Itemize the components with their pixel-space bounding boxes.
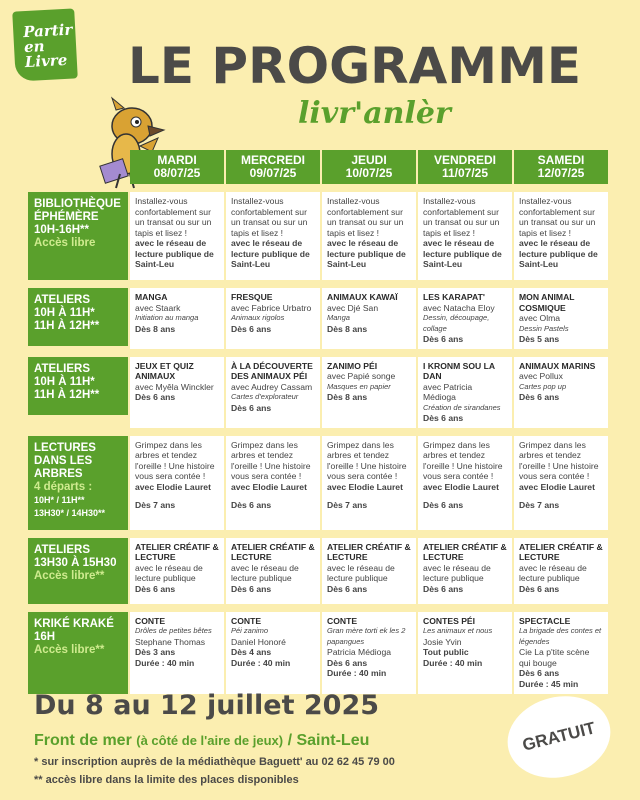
program-cell xyxy=(322,192,416,280)
row-header-line: DANS LES xyxy=(34,454,93,467)
activity-host: avec Audrey Cassam xyxy=(231,381,313,392)
program-cell xyxy=(322,436,416,530)
activity-age: Dès 6 ans xyxy=(135,583,176,594)
program-cell xyxy=(322,538,416,604)
row-header-line: ARBRES xyxy=(34,467,83,480)
program-cell xyxy=(418,538,512,604)
activity-name: ATELIER CRÉATIF & LECTURE xyxy=(423,541,507,562)
day-name: JEUDI xyxy=(351,153,387,167)
row-header-line: BIBLIOTHÈQUE xyxy=(34,198,121,210)
program-cell xyxy=(130,612,224,694)
row-header-line: LECTURES xyxy=(34,441,96,454)
program-cell xyxy=(130,288,224,349)
program-cell xyxy=(226,612,320,694)
program-cell xyxy=(226,288,320,349)
program-cell xyxy=(322,357,416,428)
activity-host: avec Olma xyxy=(519,313,561,323)
activity-name: À LA DÉCOUVERTE DES ANIMAUX PÉI xyxy=(231,360,313,381)
activity-age: Dès 6 ans xyxy=(231,323,272,334)
activity-title: Les animaux et nous xyxy=(423,626,493,635)
row-header-line: 11H À 12H** xyxy=(34,388,100,401)
activity-duration: Durée : 40 min xyxy=(231,657,291,668)
logo-line-3: Livre xyxy=(24,50,68,72)
activity-age: Dès 6 ans xyxy=(231,500,272,510)
row-header xyxy=(28,436,128,530)
program-cell xyxy=(418,357,512,428)
activity-host: avec Patricia Médioga xyxy=(423,381,473,402)
activity-age: Dès 6 ans xyxy=(519,583,560,594)
activity-duration: Durée : 45 min xyxy=(519,678,579,689)
day-date: 12/07/25 xyxy=(537,166,585,180)
day-header xyxy=(514,150,608,184)
activity-age: Dès 7 ans xyxy=(519,500,560,510)
activity-name: JEUX ET QUIZ ANIMAUX xyxy=(135,360,194,381)
table-corner xyxy=(28,150,128,184)
activity-name: SPECTACLE xyxy=(519,615,571,626)
activity-description: Installez-vous confortablement sur un transat ou sur un tapis et lisez ! xyxy=(231,196,308,238)
activity-title: La brigade des contes et légendes xyxy=(519,626,602,646)
row-header-line: 11H À 12H** xyxy=(34,320,100,332)
program-cell xyxy=(226,538,320,604)
program-cell xyxy=(418,192,512,280)
program-cell xyxy=(322,612,416,694)
program-cell xyxy=(226,192,320,280)
activity-host: avec le réseau de lecture publique xyxy=(327,562,395,583)
activity-organizer: avec Elodie Lauret xyxy=(423,481,499,492)
program-cell xyxy=(418,612,512,694)
program-cell xyxy=(130,538,224,604)
activity-title: Péi zanimo xyxy=(231,626,269,635)
activity-host: avec Fabrice Urbatro xyxy=(231,302,312,313)
program-cell xyxy=(418,436,512,530)
program-cell xyxy=(514,357,608,428)
program-cell xyxy=(322,288,416,349)
day-header xyxy=(418,150,512,184)
activity-subtitle: Initiation au manga xyxy=(135,313,199,322)
activity-name: ATELIER CRÉATIF & LECTURE xyxy=(135,541,219,562)
activity-subtitle: Dessin, découpage, collage xyxy=(423,313,490,333)
program-cell xyxy=(130,436,224,530)
row-header-access: Accès libre xyxy=(34,237,96,249)
activity-age: Dès 6 ans xyxy=(423,500,464,510)
activity-host: avec Djé San xyxy=(327,302,379,313)
row-header-line: 10H-16H** xyxy=(34,224,89,236)
activity-title: Gran mère torti ek les 2 papangues xyxy=(327,626,406,646)
program-cell xyxy=(226,436,320,530)
row-header xyxy=(28,612,128,694)
activity-subtitle: Cartes pop up xyxy=(519,381,567,391)
program-cell xyxy=(514,288,608,349)
activity-duration: Durée : 40 min xyxy=(327,668,387,678)
activity-description: Installez-vous confortablement sur un transat ou sur un tapis et lisez ! xyxy=(327,196,404,238)
footnote-registration: * sur inscription auprès de la médiathèque Baguett' au 02 62 45 79 00 xyxy=(34,756,395,768)
activity-host: avec le réseau de lecture publique xyxy=(231,562,299,583)
activity-host: Josie Yvin xyxy=(423,636,462,647)
activity-name: ATELIER CRÉATIF & LECTURE xyxy=(231,541,315,562)
day-header xyxy=(226,150,320,184)
activity-name: I KRONM SOU LA DAN xyxy=(423,360,495,381)
activity-age: Dès 5 ans xyxy=(519,334,560,344)
page-title: LE PROGRAMME xyxy=(128,37,581,95)
activity-organizer: avec le réseau de lecture publique de Saint-Leu xyxy=(519,238,598,269)
row-header-times: 13H30* / 14H30** xyxy=(34,507,106,518)
activity-host: avec Natacha Eloy xyxy=(423,302,495,313)
program-cell xyxy=(514,538,608,604)
activity-name: CONTES PÉI xyxy=(423,615,476,626)
activity-description: Grimpez dans les arbres et tendez l'oreille ! Une histoire vous sera contée ! xyxy=(519,439,599,481)
activity-duration: Durée : 40 min xyxy=(423,657,483,668)
activity-age: Dès 6 ans xyxy=(423,334,464,344)
logo-line-2: en xyxy=(23,37,45,57)
row-header-access: Accès libre** xyxy=(34,643,105,656)
day-date: 08/07/25 xyxy=(153,166,201,180)
program-cell xyxy=(514,192,608,280)
activity-description: Installez-vous confortablement sur un transat ou sur un tapis et lisez ! xyxy=(135,196,212,238)
row-header-line: 10H À 11H* xyxy=(34,307,95,319)
activity-host: avec Papié songe xyxy=(327,371,396,381)
activity-age: Dès 8 ans xyxy=(327,323,368,334)
activity-age: Dès 4 ans xyxy=(231,647,272,657)
activity-organizer: avec Elodie Lauret xyxy=(327,481,403,492)
activity-name: ANIMAUX MARINS xyxy=(519,360,596,371)
activity-subtitle: Masques en papier xyxy=(327,381,391,391)
activity-description: Grimpez dans les arbres et tendez l'oreille ! Une histoire vous sera contée ! xyxy=(231,439,311,481)
activity-host: avec le réseau de lecture publique xyxy=(423,562,491,583)
day-name: MARDI xyxy=(157,153,197,167)
activity-host: Patricia Médioga xyxy=(327,647,392,657)
activity-description: Installez-vous confortablement sur un transat ou sur un tapis et lisez ! xyxy=(423,196,500,238)
day-date: 09/07/25 xyxy=(249,166,297,180)
row-header-line: 13H30 À 15H30 xyxy=(34,556,117,569)
row-header xyxy=(28,538,128,604)
event-dates: Du 8 au 12 juillet 2025 xyxy=(34,690,380,721)
activity-name: ATELIER CRÉATIF & LECTURE xyxy=(519,541,603,562)
activity-description: Grimpez dans les arbres et tendez l'oreille ! Une histoire vous sera contée ! xyxy=(327,439,407,481)
activity-age: Dès 6 ans xyxy=(423,413,464,423)
footnote-free-access: ** accès libre dans la limite des places disponibles xyxy=(34,774,299,786)
row-header-line: ATELIERS xyxy=(34,294,91,306)
row-header-access: 4 départs : xyxy=(34,480,93,493)
activity-host: Cie La p'tite scène qui bouge xyxy=(519,647,590,668)
activity-age: Dès 8 ans xyxy=(327,392,368,402)
activity-host: Daniel Honoré xyxy=(231,636,286,647)
activity-host: avec Myêla Winckler xyxy=(135,381,214,392)
location-detail: (à côté de l'aire de jeux) xyxy=(136,733,284,748)
activity-title: Drôles de petites bêtes xyxy=(135,626,212,635)
activity-organizer: avec Elodie Lauret xyxy=(135,481,211,492)
partir-en-livre-logo xyxy=(12,8,78,81)
day-name: VENDREDI xyxy=(433,153,496,167)
row-header-access: Accès libre** xyxy=(34,569,105,582)
activity-subtitle: Création de sirandanes xyxy=(423,402,501,412)
activity-duration: Durée : 40 min xyxy=(135,657,195,668)
page-subtitle: livr'anlèr xyxy=(298,96,451,131)
activity-subtitle: Animaux rigolos xyxy=(231,313,285,322)
activity-organizer: avec le réseau de lecture publique de Saint-Leu xyxy=(135,238,214,269)
activity-subtitle: Manga xyxy=(327,313,350,322)
activity-name: FRESQUE xyxy=(231,292,273,302)
activity-host: avec le réseau de lecture publique xyxy=(135,562,203,583)
program-cell xyxy=(418,288,512,349)
row-header-line: 16H xyxy=(34,630,56,643)
row-header xyxy=(28,192,128,280)
program-cell xyxy=(130,357,224,428)
activity-name: ANIMAUX KAWAÏ xyxy=(327,292,398,302)
activity-description: Installez-vous confortablement sur un transat ou sur un tapis et lisez ! xyxy=(519,196,596,238)
row-header-times: 10H* / 11H** xyxy=(34,494,85,505)
row-header-line: KRIKÉ KRAKÉ xyxy=(34,617,114,630)
activity-organizer: avec le réseau de lecture publique de Saint-Leu xyxy=(423,238,502,269)
activity-description: Grimpez dans les arbres et tendez l'oreille ! Une histoire vous sera contée ! xyxy=(135,439,215,481)
activity-organizer: avec le réseau de lecture publique de Saint-Leu xyxy=(327,238,406,269)
activity-name: MANGA xyxy=(135,292,168,302)
activity-name: CONTE xyxy=(135,615,166,626)
activity-age: Dès 3 ans xyxy=(135,647,176,657)
row-header-line: 10H À 11H* xyxy=(34,375,95,388)
location-name: Front de mer xyxy=(34,732,132,749)
activity-organizer: avec Elodie Lauret xyxy=(519,481,595,492)
free-badge: GRATUIT xyxy=(499,686,619,789)
day-name: SAMEDI xyxy=(537,153,585,167)
location-city: / Saint-Leu xyxy=(287,732,370,749)
activity-name: CONTE xyxy=(231,615,262,626)
row-header xyxy=(28,288,128,346)
activity-organizer: avec Elodie Lauret xyxy=(231,481,307,492)
activity-name: ATELIER CRÉATIF & LECTURE xyxy=(327,541,411,562)
row-header-line: ATELIERS xyxy=(34,362,91,375)
activity-host: avec Staark xyxy=(135,302,181,313)
activity-age: Dès 6 ans xyxy=(327,583,368,594)
activity-organizer: avec le réseau de lecture publique de Saint-Leu xyxy=(231,238,310,269)
row-header-line: ATELIERS xyxy=(34,543,91,556)
program-cell xyxy=(226,357,320,428)
activity-age: Dès 7 ans xyxy=(135,500,176,510)
activity-name: CONTE xyxy=(327,615,358,626)
activity-age: Dès 6 ans xyxy=(231,402,272,413)
row-header xyxy=(28,357,128,415)
activity-name: LES KARAPAT' xyxy=(423,292,485,302)
activity-host: avec le réseau de lecture publique xyxy=(519,562,587,583)
logo-line-1: Partir xyxy=(22,20,73,42)
program-cell xyxy=(130,192,224,280)
day-header xyxy=(130,150,224,184)
day-date: 10/07/25 xyxy=(345,166,393,180)
activity-age: Dès 7 ans xyxy=(327,500,368,510)
program-cell xyxy=(514,436,608,530)
activity-host: Stephane Thomas xyxy=(135,636,206,647)
day-header xyxy=(322,150,416,184)
activity-age: Dès 6 ans xyxy=(519,392,560,402)
activity-subtitle: Cartes d'explorateur xyxy=(231,392,299,401)
event-location xyxy=(34,732,369,750)
day-date: 11/07/25 xyxy=(441,166,489,180)
program-table xyxy=(28,150,608,694)
row-header-line: ÉPHÉMÈRE xyxy=(34,211,99,223)
activity-age: Dès 6 ans xyxy=(327,657,368,668)
activity-age: Tout public xyxy=(423,647,469,657)
activity-age: Dès 6 ans xyxy=(519,668,560,678)
activity-name: ZANIMO PÉI xyxy=(327,360,378,371)
activity-age: Dès 6 ans xyxy=(423,583,464,594)
activity-name: MON ANIMAL COSMIQUE xyxy=(519,292,575,313)
activity-subtitle: Dessin Pastels xyxy=(519,323,569,333)
activity-age: Dès 6 ans xyxy=(231,583,272,594)
day-name: MERCREDI xyxy=(240,153,305,167)
activity-age: Dès 8 ans xyxy=(135,323,176,334)
activity-host: avec Pollux xyxy=(519,371,563,381)
activity-description: Grimpez dans les arbres et tendez l'oreille ! Une histoire vous sera contée ! xyxy=(423,439,503,481)
activity-age: Dès 6 ans xyxy=(135,392,176,402)
program-cell xyxy=(514,612,608,694)
